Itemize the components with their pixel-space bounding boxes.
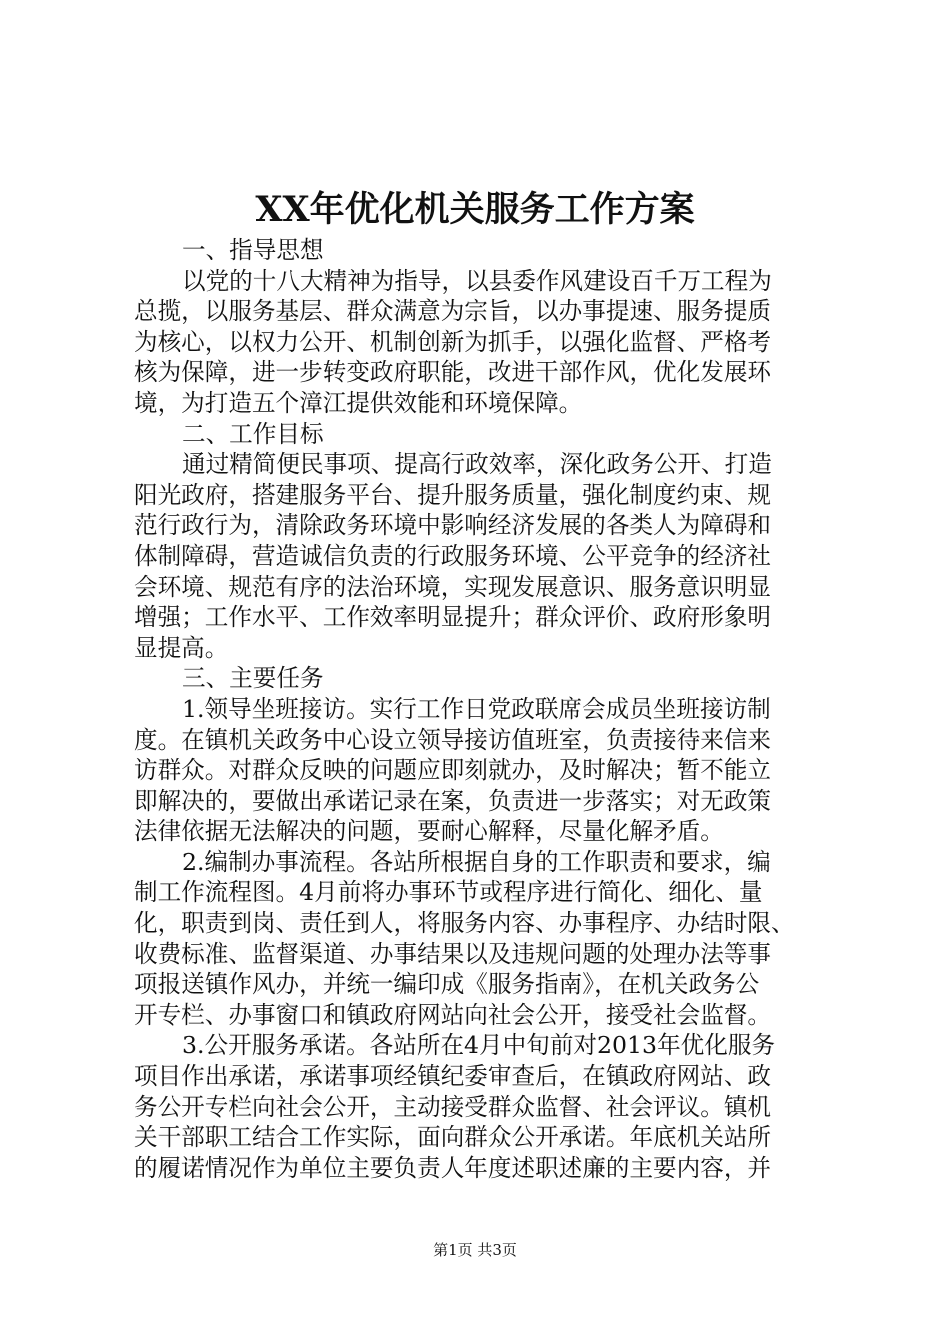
paragraph-line: 显提高。 xyxy=(134,633,229,662)
paragraph-line: 2.编制办事流程。各站所根据自身的工作职责和要求，编 xyxy=(182,847,771,876)
paragraph-line: 的履诺情况作为单位主要负责人年度述职述廉的主要内容，并 xyxy=(134,1153,772,1182)
paragraph-line: 增强；工作水平、工作效率明显提升；群众评价、政府形象明 xyxy=(134,603,772,632)
paragraph-line: 关干部职工结合工作实际，面向群众公开承诺。年底机关站所 xyxy=(134,1123,772,1152)
paragraph-line: 核为保障，进一步转变政府职能，改进干部作风，优化发展环 xyxy=(134,358,772,387)
paragraph-line: 总揽，以服务基层、群众满意为宗旨，以办事提速、服务提质 xyxy=(134,297,772,326)
paragraph-line: 会环境、规范有序的法治环境，实现发展意识、服务意识明显 xyxy=(134,572,772,601)
page-number-footer: 第1页 共3页 xyxy=(433,1241,517,1259)
paragraph-line: 通过精简便民事项、提高行政效率，深化政务公开、打造 xyxy=(182,450,772,479)
paragraph-line: 化，职责到岗、责任到人，将服务内容、办事程序、办结时限、 xyxy=(134,909,795,938)
document-title: XX年优化机关服务工作方案 xyxy=(255,189,695,230)
paragraph-line: 项报送镇作风办，并统一编印成《服务指南》，在机关政务公 xyxy=(134,970,760,999)
paragraph-line: 境，为打造五个漳江提供效能和环境保障。 xyxy=(134,388,583,417)
paragraph-line: 体制障碍，营造诚信负责的行政服务环境、公平竞争的经济社 xyxy=(134,541,772,570)
paragraph-line: 访群众。对群众反映的问题应即刻就办，及时解决；暂不能立 xyxy=(134,756,772,785)
paragraph-line: 项目作出承诺，承诺事项经镇纪委审查后，在镇政府网站、政 xyxy=(134,1062,772,1091)
section-heading: 二、工作目标 xyxy=(182,419,324,448)
paragraph-line: 制工作流程图。4月前将办事环节或程序进行简化、细化、量 xyxy=(134,878,763,907)
paragraph-line: 即解决的，要做出承诺记录在案，负责进一步落实；对无政策 xyxy=(134,786,772,815)
section-heading: 一、指导思想 xyxy=(182,236,324,264)
paragraph-line: 1.领导坐班接访。实行工作日党政联席会成员坐班接访制 xyxy=(182,694,771,723)
paragraph-line: 以党的十八大精神为指导，以县委作风建设百千万工程为 xyxy=(182,266,772,295)
paragraph-line: 为核心，以权力公开、机制创新为抓手，以强化监督、严格考 xyxy=(134,327,772,356)
paragraph-line: 收费标准、监督渠道、办事结果以及违规问题的处理办法等事 xyxy=(134,939,772,968)
paragraph-line: 度。在镇机关政务中心设立领导接访值班室，负责接待来信来 xyxy=(134,725,772,754)
paragraph-line: 3.公开服务承诺。各站所在4月中旬前对2013年优化服务 xyxy=(182,1031,776,1060)
section-heading: 三、主要任务 xyxy=(182,664,324,693)
paragraph-line: 法律依据无法解决的问题，要耐心解释，尽量化解矛盾。 xyxy=(134,817,724,846)
document-body xyxy=(134,235,824,1183)
paragraph-line: 阳光政府，搭建服务平台、提升服务质量，强化制度约束、规 xyxy=(134,480,772,509)
paragraph-line: 务公开专栏向社会公开，主动接受群众监督、社会评议。镇机 xyxy=(134,1092,772,1121)
paragraph-line: 开专栏、办事窗口和镇政府网站向社会公开，接受社会监督。 xyxy=(134,1000,772,1029)
paragraph-line: 范行政行为，清除政务环境中影响经济发展的各类人为障碍和 xyxy=(134,511,772,540)
